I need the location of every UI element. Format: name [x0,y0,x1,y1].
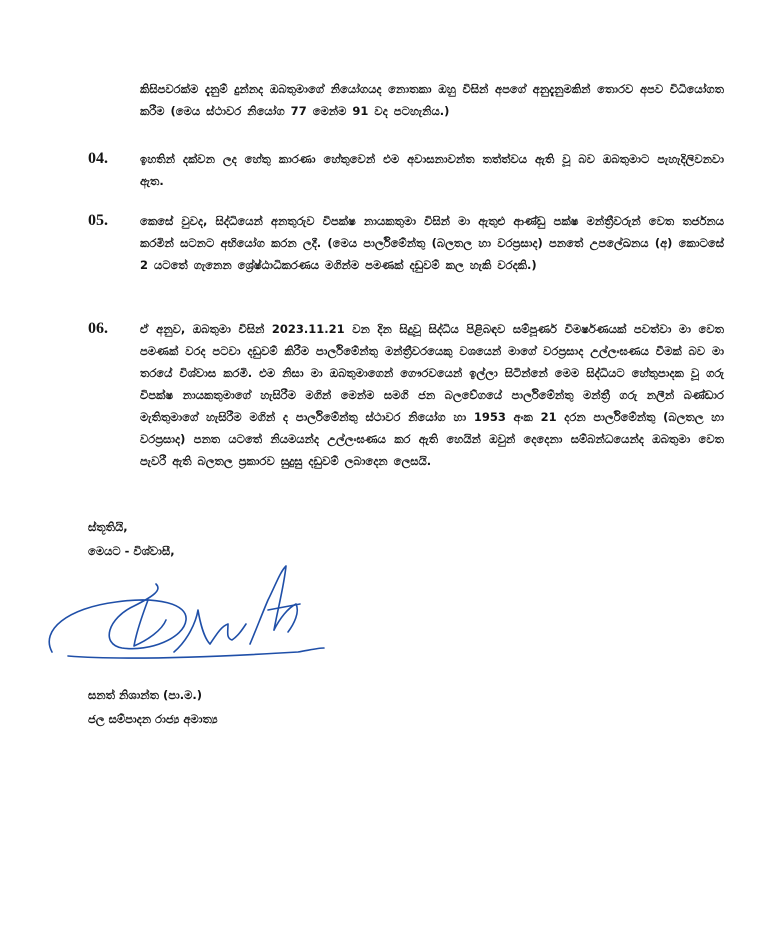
signatory-name: සනත් නිශාන්ත (පා.ම.) [88,688,203,702]
paragraph-text: ඒ අනුව, ඔබතුමා විසින් 2023.11.21 වන දින සිදුවූ සිද්ධිය පිළිබඳව සම්පූර්ණ විමර්ෂණයක් පවත්වා මා වෙත පමණක් වරද පටවා දඩුවම් කිරීම පාර්ලිමේන්තු මන්ත්‍රීවරයෙකු වශයෙන් මාගේ වරප්‍රසාද උල්ලංඝණය වීමක් බව මා තරයේ විශ්වාස කරමි. එම නිසා මා ඔබතුමාගෙන් ගෞරවයෙන් ඉල්ලා සිටින්නේ මෙම සිද්ධියට හේතුපාදක වූ ගරු විපක්ෂ නායකතුමාගේ හැසිරීම මගින් මෙන්ම සමගි ජන බලවේගයේ පාර්ලිමේන්තු මන්ත්‍රී ගරු නලීන් බණ්ඩාර මැතිතුමාගේ හැසිරීම මගින් ද පාර්ලිමේන්තු ස්ථාවර නියෝග හා 1953 අංක 21 දරන පාර්ලිමේන්තු (බලතල හා වරප්‍රසාද) පනත යටතේ නියමයන්ද උල්ලංඝණය කර ඇති හෙයින් ඔවුන් දෙදෙනා සම්බන්ධයෙන්ද ඔබතුමා වෙත පැවරී ඇති බලතල ප්‍රකාරව සුදුසු දඩුවම් ලබාදෙන ලෙසයි. [140,322,724,468]
handwritten-signature [38,560,338,670]
paragraph-05 [88,210,724,276]
signatory-title: ජල සම්පාදන රාජ්‍ය අමාත්‍ය [88,712,218,726]
paragraph-06 [88,318,724,472]
closing-thanks: ස්තූතියි, [88,520,128,534]
paragraph-number: 05. [88,212,108,229]
paragraph-number: 04. [88,150,108,167]
closing-sign-off: මෙයට - විශ්වාසී, [88,544,175,558]
paragraph-04 [88,148,724,192]
paragraph-number: 06. [88,320,108,337]
paragraph-text: ඉහතින් දක්වන ලද හේතු කාරණා හේතුවෙන් එම අවාසනාවන්ත තත්ත්වය ඇති වූ බව ඔබතුමාට පැහැදිලිවනවා ඇත. [140,152,724,188]
continuation-paragraph: කිසිපවරක්ම දැනුම් දුන්නද ඔබතුමාගේ නියෝගයද නොතකා ඔහු විසින් අපගේ අනුදැනුමකින් තොරව අපව විධියෝගත කරීම (මෙය ස්ථාවර නියෝග 77 මෙන්ම 91 වද පටහැනිය.) [140,82,724,118]
paragraph-text: කෙසේ වුවද, සිද්ධියෙන් අනතුරුව විපක්ෂ නායකතුමා විසින් මා ඇතුළු ආණ්ඩු පක්ෂ මන්ත්‍රීවරුන් වෙත තර්ජනය කරමින් සටනට අභියෝග කරන ලදී. (මෙය පාර්ලිමේන්තු (බලතල හා වරප්‍රසාද) පනතේ උපලේඛනය (අ) කොටසේ 2 යටතේ ගැනෙන ශ්‍රේෂ්ඨාධිකරණය මගින්ම පමණක් දඩුවම් කල හැකි වරදකි.) [140,214,724,272]
